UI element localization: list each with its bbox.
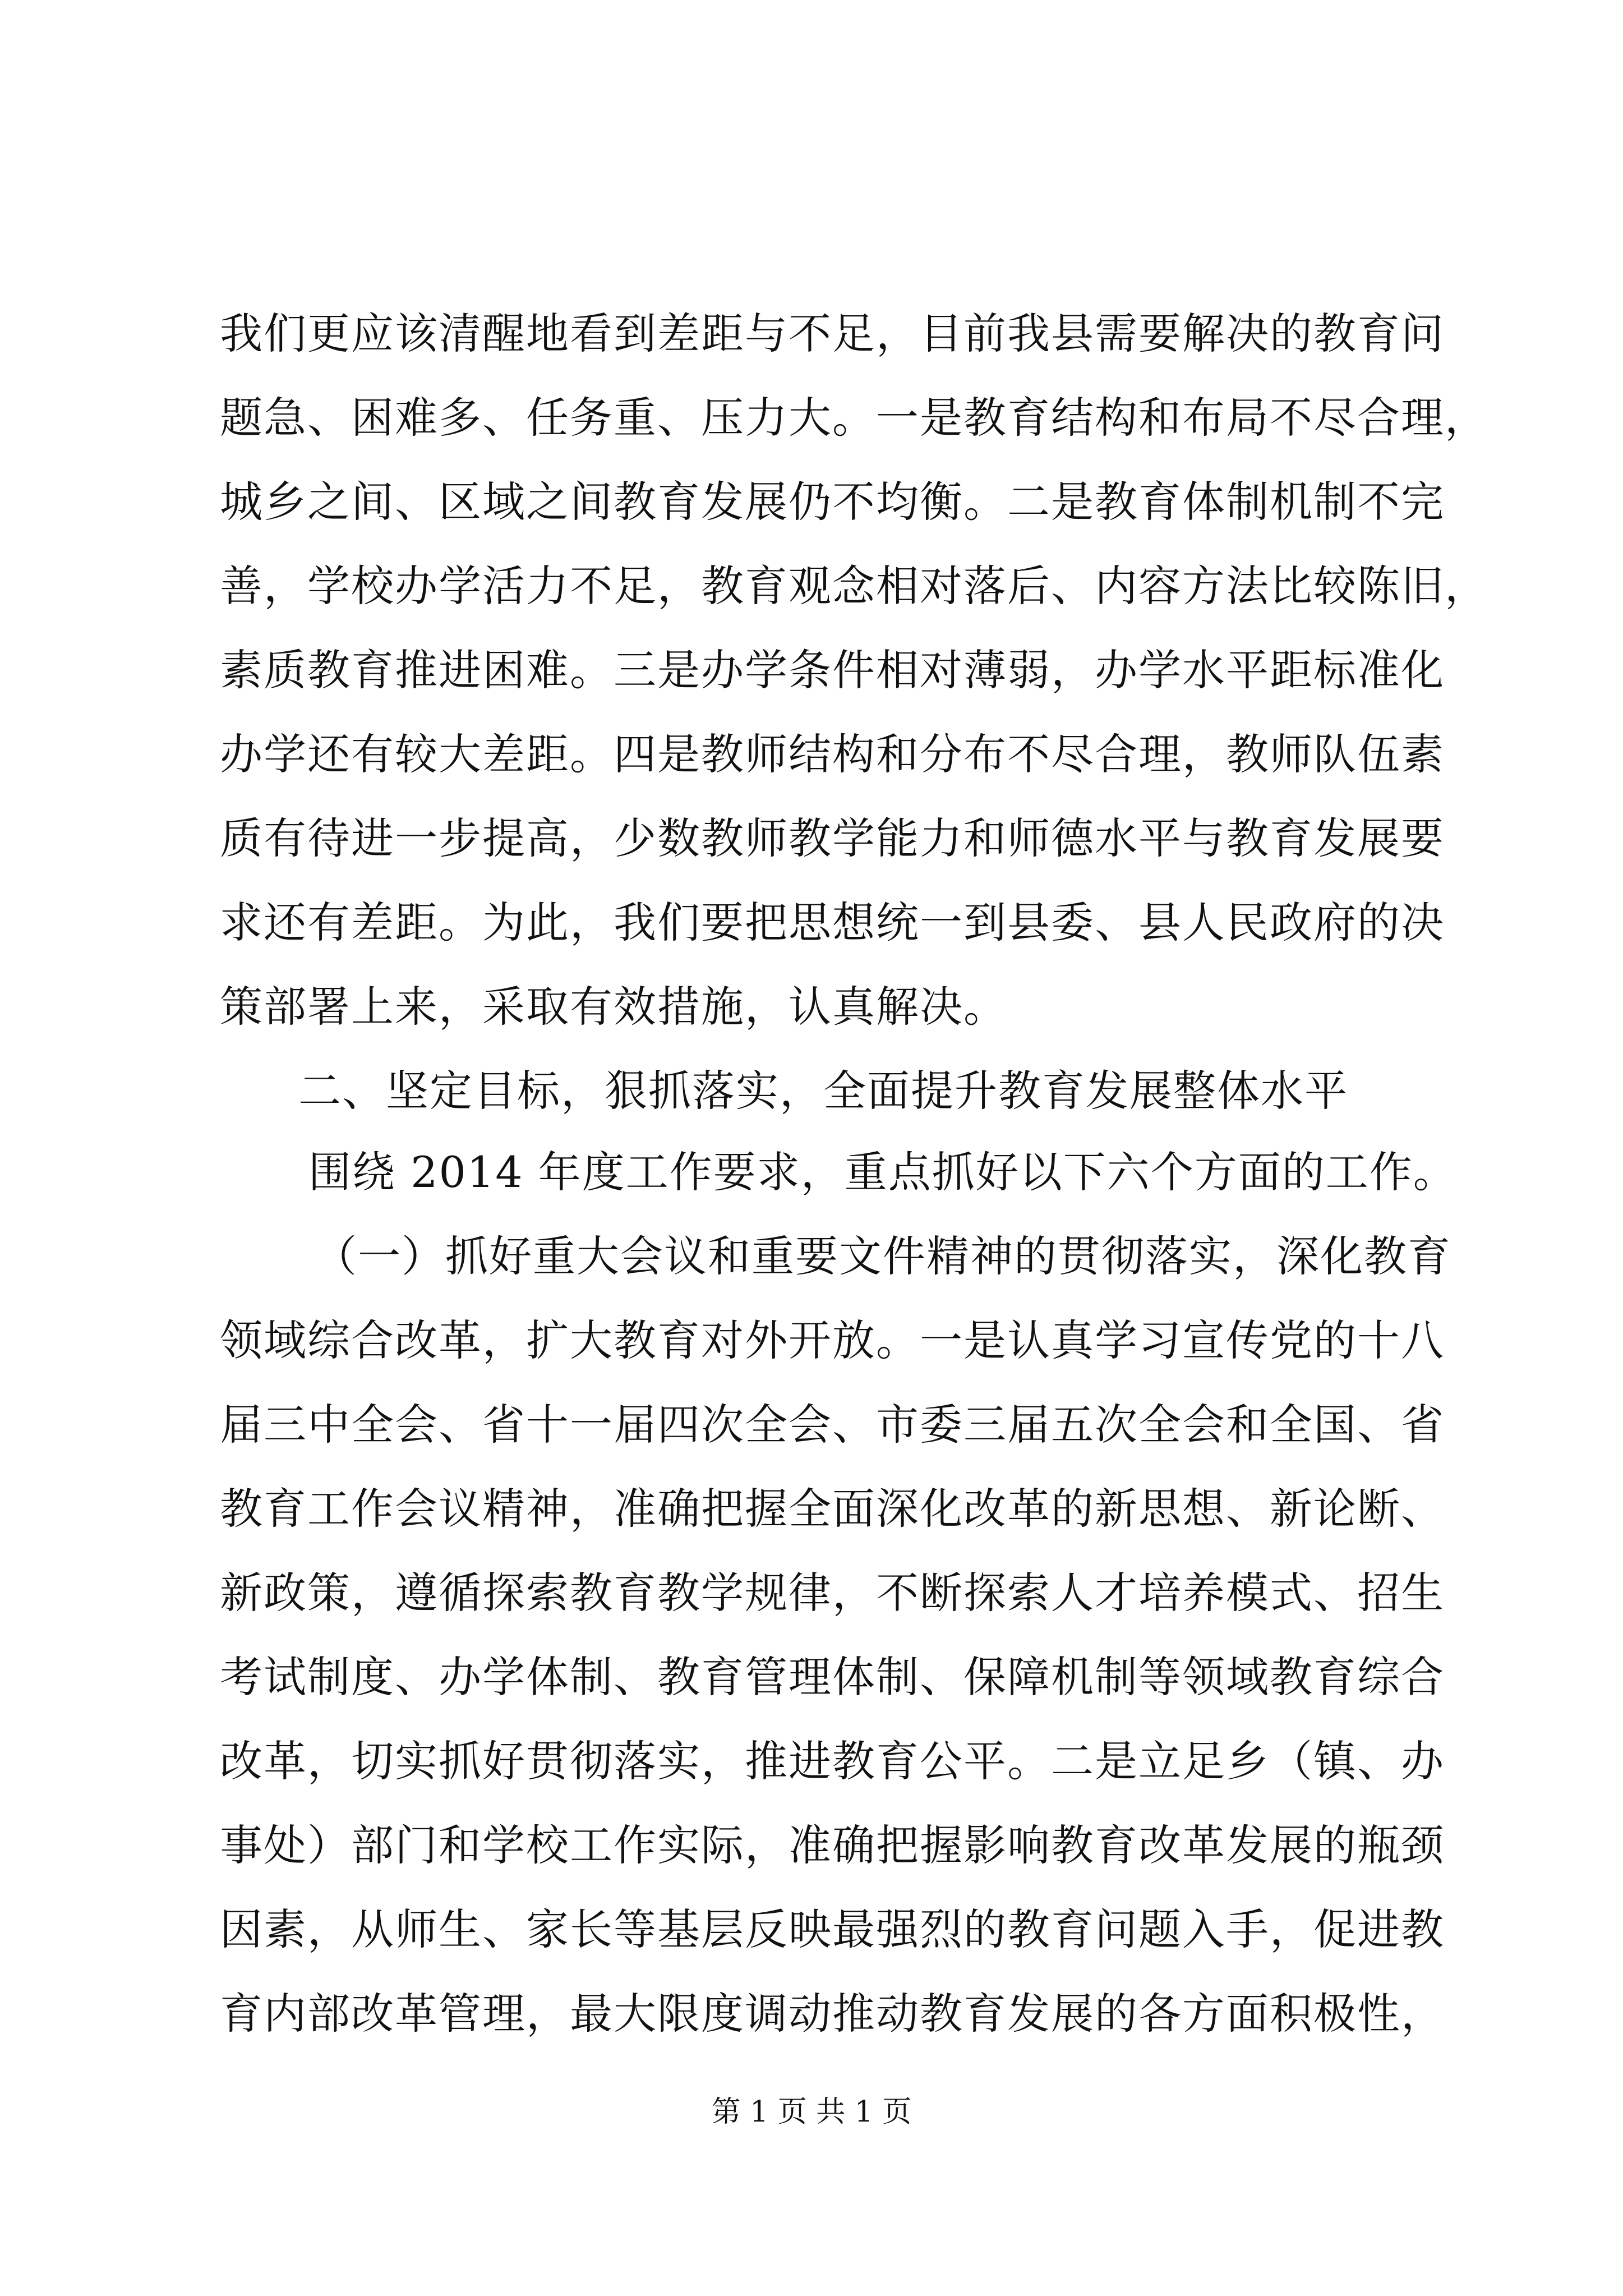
text-line: 素质教育推进困难。三是办学条件相对薄弱，办学水平距标准化 xyxy=(220,645,1445,695)
text-line: 办学还有较大差距。四是教师结构和分布不尽合理，教师队伍素 xyxy=(220,729,1445,779)
text-line: 育内部改革管理，最大限度调动推动教育发展的各方面积极性， xyxy=(220,1989,1445,2039)
section-heading: 二、坚定目标，狠抓落实，全面提升教育发展整体水平 xyxy=(298,1066,1348,1116)
text-line: 城乡之间、区域之间教育发展仍不均衡。二是教育体制机制不完 xyxy=(220,477,1445,527)
text-line: 新政策，遵循探索教育教学规律，不断探索人才培养模式、招生 xyxy=(220,1568,1445,1618)
text-line: 求还有差距。为此，我们要把思想统一到县委、县人民政府的决 xyxy=(220,898,1445,947)
text-line: 届三中全会、省十一届四次全会、市委三届五次全会和全国、省 xyxy=(220,1400,1445,1450)
page-footer: 第 1 页 共 1 页 xyxy=(711,2095,912,2129)
text-line: 质有待进一步提高，少数教师教学能力和师德水平与教育发展要 xyxy=(220,813,1445,863)
text-line: 题急、困难多、任务重、压力大。一是教育结构和布局不尽合理， xyxy=(220,393,1488,443)
text-line: 善，学校办学活力不足，教育观念相对落后、内容方法比较陈旧， xyxy=(220,561,1488,611)
text-line: 因素，从师生、家长等基层反映最强烈的教育问题入手，促进教 xyxy=(220,1904,1445,1954)
text-line: 事处）部门和学校工作实际，准确把握影响教育改革发展的瓶颈 xyxy=(220,1820,1445,1870)
text-line: 考试制度、办学体制、教育管理体制、保障机制等领域教育综合 xyxy=(220,1652,1445,1702)
subsection-heading: （一）抓好重大会议和重要文件精神的贯彻落实，深化教育 xyxy=(314,1231,1451,1281)
text-line: 教育工作会议精神，准确把握全面深化改革的新思想、新论断、 xyxy=(220,1484,1445,1534)
text-line: 围绕 2014 年度工作要求，重点抓好以下六个方面的工作。 xyxy=(308,1147,1457,1197)
text-line: 策部署上来，采取有效措施，认真解决。 xyxy=(220,982,1007,1032)
text-line: 改革，切实抓好贯彻落实，推进教育公平。二是立足乡（镇、办 xyxy=(220,1736,1445,1786)
text-line: 我们更应该清醒地看到差距与不足，目前我县需要解决的教育问 xyxy=(220,309,1445,358)
text-line: 领域综合改革，扩大教育对外开放。一是认真学习宣传党的十八 xyxy=(220,1315,1445,1365)
